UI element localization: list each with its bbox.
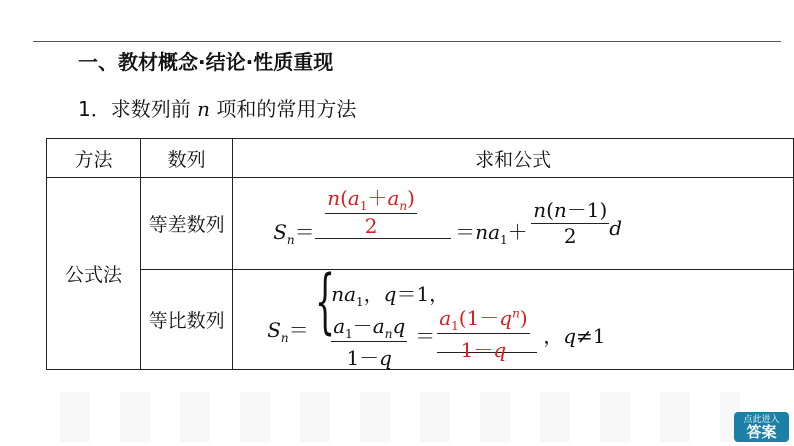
watermark-pattern: [60, 392, 740, 442]
section-title: 一、教材概念·结论·性质重现: [78, 50, 334, 74]
header-method: 方法: [47, 139, 141, 178]
header-formula: 求和公式: [233, 139, 794, 178]
methods-table: [46, 138, 794, 370]
table-row: [47, 270, 794, 370]
formula-geometric: $S_n=$ { $na_1$，q＝1， $a_1-a_nq$ 1－q ＝ $\frac{a_1(1-q^n)}{1-q}$ ，q≠1: [233, 270, 794, 370]
subtitle-suffix: 项和的常用方法: [209, 97, 357, 121]
sequence-arithmetic: 等差数列: [141, 178, 233, 270]
header-sequence: 数列: [141, 139, 233, 178]
subtitle: [78, 93, 356, 122]
answer-button-label: 答案: [746, 423, 777, 441]
table-header-row: [47, 139, 794, 178]
subtitle-prefix: 1．求数列前: [78, 97, 198, 121]
subtitle-var: n: [197, 97, 210, 121]
table-row: [47, 178, 794, 270]
method-cell: 公式法: [47, 178, 141, 370]
answer-button-caption: 点此进入: [743, 415, 780, 425]
sequence-geometric: 等比数列: [141, 270, 233, 370]
formula-arithmetic: $S_n=$ $\frac{n(a_1+a_n)}{2}$ $=na_1+$ $\frac{n(n-1)}{2}$ d: [233, 178, 794, 270]
top-rule: [33, 41, 781, 42]
answer-button[interactable]: [734, 412, 789, 442]
